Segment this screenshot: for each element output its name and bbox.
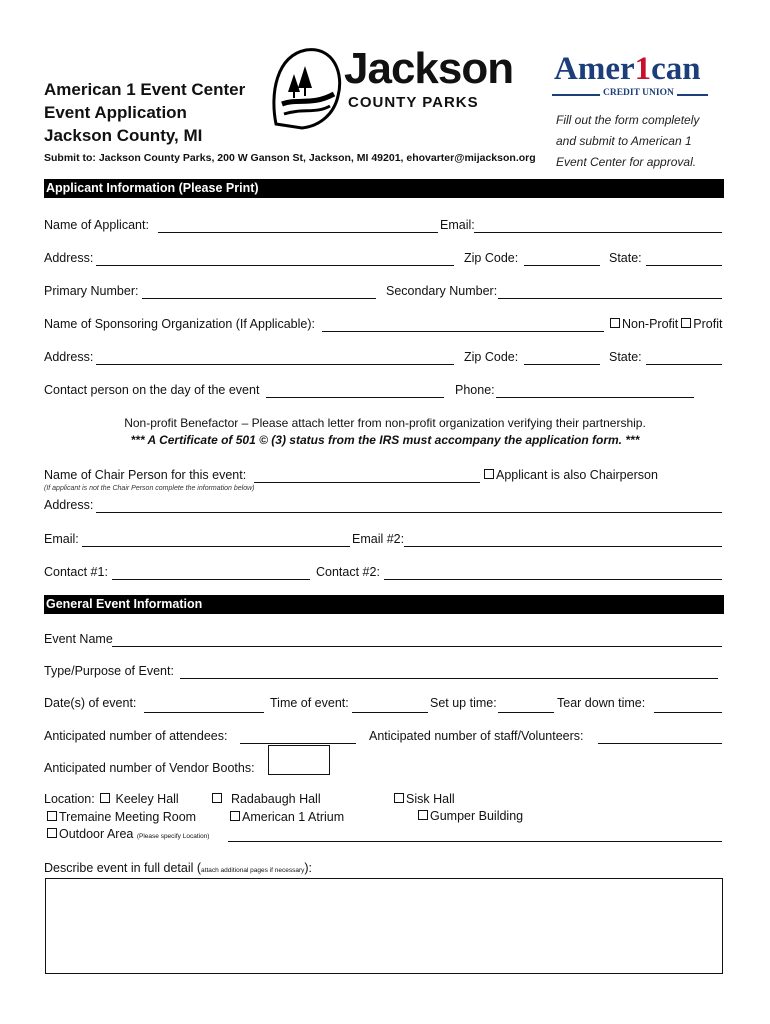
sponsor-address-label: Address: [44,350,94,364]
event-dates-label: Date(s) of event: [44,696,137,710]
applicant-section-header: Applicant Information (Please Print) [44,179,724,198]
chair-email2-field[interactable] [404,546,722,547]
radabaugh-checkbox[interactable] [212,793,222,803]
location-tremaine[interactable] [47,810,196,824]
vendor-booths-field[interactable] [268,745,330,775]
american1-logo-a: Amer [554,51,635,87]
outdoor-label: Outdoor Area [59,827,134,841]
outdoor-hint: (Please specify Location) [136,833,210,840]
chair-hint: (If applicant is not the Chair Person complete the information below) [44,485,255,492]
applicant-email-field[interactable] [474,232,722,233]
gumper-checkbox[interactable] [418,810,428,820]
event-section-header: General Event Information [44,595,724,614]
nonprofit-checkbox[interactable] [610,318,620,328]
american1-logo-b: can [651,51,701,87]
chair-person-label: Name of Chair Person for this event: [44,468,247,482]
american1-logo-digit: 1 [634,51,652,87]
event-type-field[interactable] [180,678,718,679]
sponsor-zip-label: Zip Code: [464,350,519,364]
event-time-field[interactable] [352,712,428,713]
outdoor-checkbox[interactable] [47,828,57,838]
location-atrium[interactable] [230,810,344,824]
event-description-textarea[interactable] [45,878,723,974]
keeley-checkbox[interactable] [100,793,110,803]
contact-phone-label: Phone: [455,383,495,397]
applicant-address-label: Address: [44,251,94,265]
tremaine-label: Tremaine Meeting Room [59,810,197,824]
applicant-address-field[interactable] [96,265,454,266]
instruction-note-3: Event Center for approval. [556,155,697,169]
vendor-booths-label: Anticipated number of Vendor Booths: [44,761,255,775]
describe-label-start: Describe event in full detail ( [44,861,202,875]
contact1-label: Contact #1: [44,565,108,579]
attendees-label: Anticipated number of attendees: [44,729,228,743]
secondary-number-field[interactable] [498,298,722,299]
tremaine-checkbox[interactable] [47,811,57,821]
outdoor-location-field[interactable] [228,841,722,842]
certificate-note: *** A Certificate of 501 © (3) status from the IRS must accompany the application form. *** [130,433,640,447]
location-sisk[interactable] [394,792,455,806]
applicant-name-field[interactable] [158,232,438,233]
setup-time-label: Set up time: [430,696,497,710]
location-gumper[interactable] [418,809,523,823]
form-subtitle: Event Application [44,103,187,122]
sponsor-org-field[interactable] [322,331,604,332]
location-label: Location: [44,792,95,806]
teardown-time-label: Tear down time: [557,696,646,710]
location-keeley[interactable] [100,792,179,806]
applicant-zip-field[interactable] [524,265,600,266]
contact2-label: Contact #2: [316,565,380,579]
jackson-logo-word: Jackson [344,44,514,93]
applicant-name-label: Name of Applicant: [44,218,149,232]
event-name-field[interactable] [112,646,722,647]
event-time-label: Time of event: [270,696,349,710]
chair-same-checkbox[interactable] [484,469,494,479]
sponsor-org-label: Name of Sponsoring Organization (If Applicable): [44,317,315,331]
setup-time-field[interactable] [498,712,554,713]
contact-person-label: Contact person on the day of the event [44,383,260,397]
applicant-state-field[interactable] [646,265,722,266]
sponsor-zip-field[interactable] [524,364,600,365]
staff-label: Anticipated number of staff/Volunteers: [369,729,584,743]
nonprofit-label: Non-Profit [622,317,679,331]
staff-field[interactable] [598,743,722,744]
radabaugh-label: Radabaugh Hall [230,792,321,806]
chair-address-field[interactable] [96,512,722,513]
sisk-checkbox[interactable] [394,793,404,803]
chair-address-label: Address: [44,498,94,512]
event-type-label: Type/Purpose of Event: [44,664,174,678]
atrium-label: American 1 Atrium [242,810,345,824]
chair-email-field[interactable] [82,546,350,547]
chair-email-label: Email: [44,532,79,546]
submit-to-text: Submit to: Jackson County Parks, 200 W Ganson St, Jackson, MI 49201, ehovarter@mijackson.org [44,152,536,164]
form-location: Jackson County, MI [44,126,203,145]
instruction-note-1: Fill out the form completely [556,113,700,127]
sponsor-address-field[interactable] [96,364,454,365]
park-emblem-icon [268,44,346,132]
keeley-label: Keeley Hall [115,792,179,806]
describe-hint: attach additional pages if necessary [201,867,305,874]
instruction-note-2: and submit to American 1 [556,134,692,148]
contact1-field[interactable] [112,579,310,580]
sponsor-state-label: State: [609,350,642,364]
describe-event-label [44,861,312,875]
credit-union-logo-word: CREDIT UNION [600,88,677,98]
atrium-checkbox[interactable] [230,811,240,821]
location-radabaugh[interactable] [212,792,321,806]
sisk-label: Sisk Hall [406,792,455,806]
contact-person-field[interactable] [266,397,444,398]
describe-label-end: ): [304,861,313,875]
contact2-field[interactable] [384,579,722,580]
profit-checkbox[interactable] [681,318,691,328]
jackson-county-parks-logo [268,44,514,132]
chair-email2-label: Email #2: [352,532,405,546]
event-name-label: Event Name [44,632,113,646]
profit-label: Profit [693,317,723,331]
chair-same-option[interactable] [484,468,658,482]
applicant-email-label: Email: [440,218,475,232]
applicant-zip-label: Zip Code: [464,251,519,265]
attendees-field[interactable] [240,743,356,744]
secondary-number-label: Secondary Number: [386,284,498,298]
primary-number-field[interactable] [142,298,376,299]
applicant-state-label: State: [609,251,642,265]
form-title: American 1 Event Center [44,80,246,99]
county-parks-logo-word: COUNTY PARKS [348,94,479,111]
teardown-time-field[interactable] [654,712,722,713]
benefactor-note: Non-profit Benefactor – Please attach letter from non-profit organization verifying their partnership. [124,416,646,430]
primary-number-label: Primary Number: [44,284,139,298]
sponsor-state-field[interactable] [646,364,722,365]
location-outdoor[interactable] [47,827,209,841]
american1-logo [552,50,714,106]
american1-logo-word [554,50,701,88]
contact-phone-field[interactable] [496,397,694,398]
chair-person-field[interactable] [254,482,480,483]
gumper-label: Gumper Building [430,809,524,823]
event-dates-field[interactable] [144,712,264,713]
nonprofit-option[interactable] [610,317,722,331]
chair-same-label: Applicant is also Chairperson [496,468,658,482]
